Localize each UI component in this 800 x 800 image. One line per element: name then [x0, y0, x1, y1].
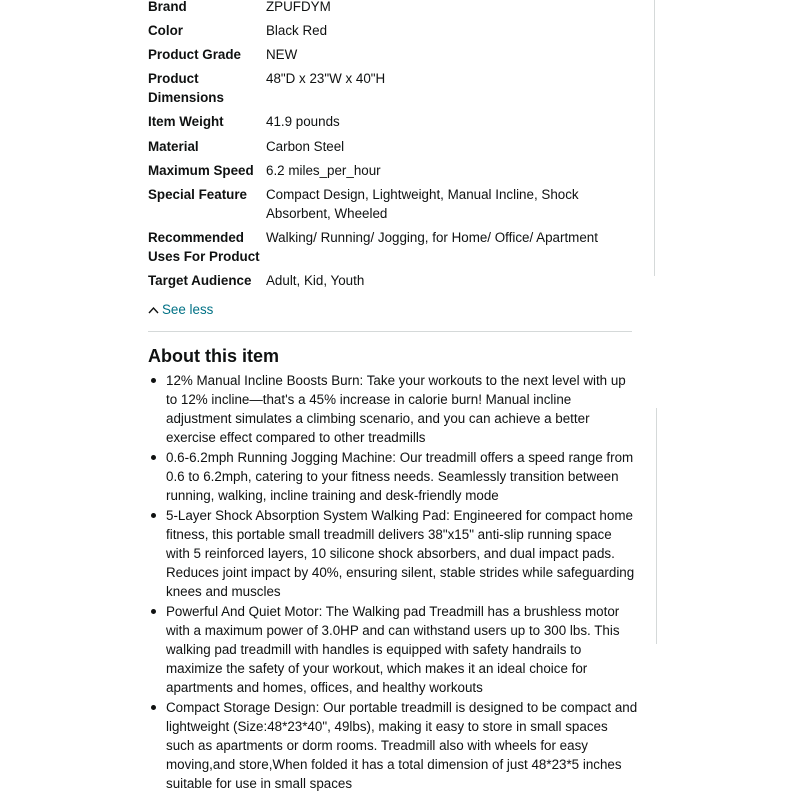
- spec-label: Item Weight: [148, 114, 224, 130]
- chevron-up-icon: [148, 302, 159, 317]
- about-bullet-list: [148, 371, 638, 794]
- spec-label: Color: [148, 22, 183, 38]
- spec-row-item-weight: [148, 110, 638, 134]
- spec-value: 6.2 miles_per_hour: [266, 162, 381, 178]
- about-bullet: 5-Layer Shock Absorption System Walking Pad: Engineered for compact home fitness, this portable small treadmill delivers 38"x15" anti-slip running space with 5 reinforced layers, 10 silicone shock absorbers, and dual impact pads. Reduces joint impact by 40%, ensuring silent, stable strides while safeguarding knees and muscles: [148, 506, 638, 601]
- spec-value: 48"D x 23"W x 40"H: [266, 71, 386, 87]
- spec-label: Target Audience: [148, 273, 252, 289]
- section-divider: [148, 331, 632, 332]
- spec-label: Brand: [148, 0, 187, 14]
- right-divider-bottom: [656, 408, 657, 644]
- spec-label: Product Dimensions: [148, 71, 224, 106]
- spec-row-color: [148, 18, 638, 42]
- spec-row-product-grade: [148, 42, 638, 66]
- spec-value: Adult, Kid, Youth: [266, 273, 365, 289]
- spec-label: Product Grade: [148, 46, 242, 62]
- spec-value: Compact Design, Lightweight, Manual Incline, Shock Absorbent, Wheeled: [266, 186, 579, 221]
- about-section-title: About this item: [148, 346, 279, 366]
- see-less-label: See less: [162, 302, 214, 317]
- right-divider-top: [654, 0, 655, 276]
- spec-row-brand: [148, 0, 638, 18]
- spec-row-recommended-uses: [148, 226, 638, 269]
- spec-value: Walking/ Running/ Jogging, for Home/ Office/ Apartment: [266, 230, 598, 246]
- spec-row-material: [148, 134, 638, 158]
- spec-row-target-audience: [148, 269, 638, 293]
- spec-label: Special Feature: [148, 186, 247, 202]
- spec-value: Black Red: [266, 22, 328, 38]
- spec-value: 41.9 pounds: [266, 114, 340, 130]
- spec-row-maximum-speed: [148, 158, 638, 182]
- spec-row-product-dimensions: [148, 67, 638, 110]
- spec-label: Material: [148, 138, 199, 154]
- product-specs-table: [148, 0, 638, 293]
- spec-value: ZPUFDYM: [266, 0, 331, 14]
- about-bullet: 0.6-6.2mph Running Jogging Machine: Our treadmill offers a speed range from 0.6 to 6.2mph, catering to your fitness needs. Seamlessly transition between running, walking, incline training and desk-friendly mode: [148, 448, 638, 505]
- see-less-link[interactable]: [148, 302, 213, 317]
- about-bullet: 12% Manual Incline Boosts Burn: Take your workouts to the next level with up to 12% incline—that's a 45% increase in calorie burn! Manual incline adjustment simulates a climbing scenario, and you can achieve a better exercise effect compared to other treadmills: [148, 371, 638, 447]
- spec-value: NEW: [266, 46, 298, 62]
- spec-value: Carbon Steel: [266, 138, 345, 154]
- spec-label: Maximum Speed: [148, 162, 254, 178]
- about-bullet: Compact Storage Design: Our portable treadmill is designed to be compact and lightweight (Size:48*23*40", 49lbs), making it easy to store in small spaces such as apartments or dorm rooms. Treadmill also with wheels for easy moving,and store,When folded it has a total dimension of just 48*23*5 inches suitable for use in small spaces: [148, 698, 638, 793]
- about-bullet: Powerful And Quiet Motor: The Walking pad Treadmill has a brushless motor with a maximum power of 3.0HP and can withstand users up to 300 lbs. This walking pad treadmill with handles is equipped with safety handrails to maximize the safety of your workout, which makes it an ideal choice for apartments and homes, offices, and healthy workouts: [148, 602, 638, 697]
- spec-row-special-feature: [148, 182, 638, 225]
- spec-label: Recommended Uses For Product: [148, 230, 260, 265]
